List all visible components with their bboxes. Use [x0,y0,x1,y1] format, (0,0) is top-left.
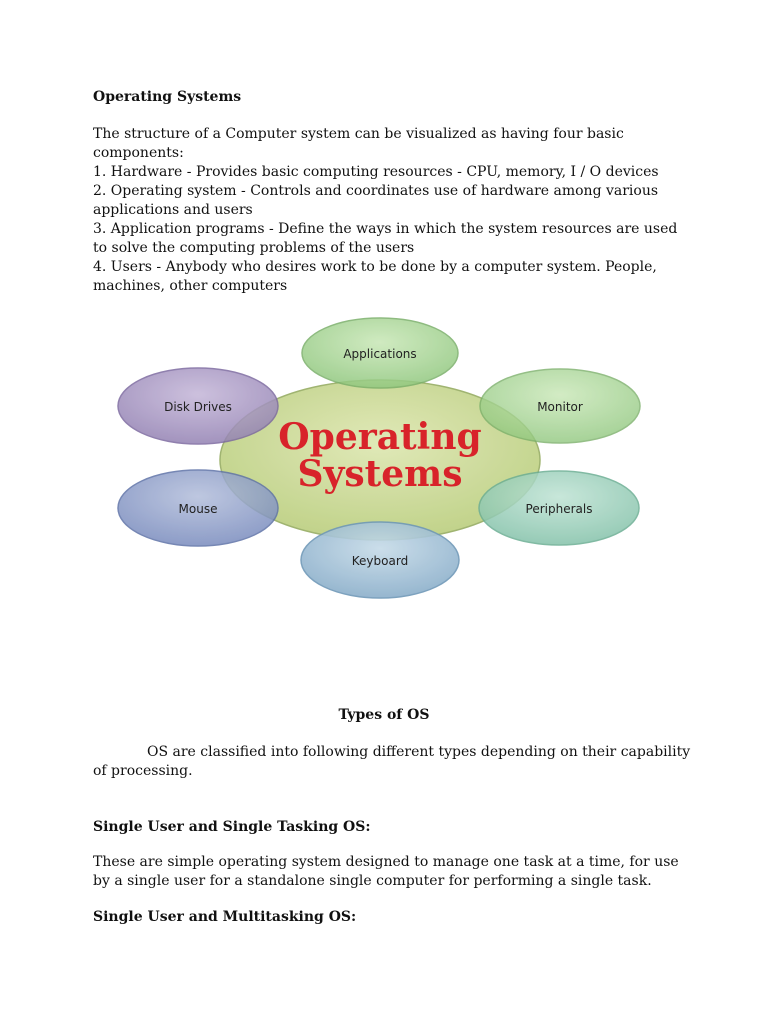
node-label-peripherals: Peripherals [525,502,593,516]
node-peripherals [479,471,639,545]
single-tasking-heading: Single User and Single Tasking OS: [93,819,371,835]
types-intro-paragraph: OS are classified into following different types depending on their capability of processing. [93,744,691,779]
intro-paragraph [93,125,693,296]
intro-line: 4. Users - Anybody who desires work to be done by a computer system. People, machines, other computers [93,259,657,294]
intro-line: The structure of a Computer system can be visualized as having four basic components: [93,126,624,161]
node-label-applications: Applications [343,347,417,361]
intro-line: 1. Hardware - Provides basic computing resources - CPU, memory, I / O devices [93,164,659,180]
node-mouse [118,470,278,546]
os-components-diagram [110,310,650,610]
node-label-mouse: Mouse [178,502,218,516]
single-tasking-paragraph: These are simple operating system designed to manage one task at a time, for use by a single user for a standalone single computer for performing a single task. [93,854,679,889]
node-applications [302,318,458,388]
node-keyboard [301,522,459,598]
intro-line: 3. Application programs - Define the ways in which the system resources are used to solve the computing problems of the users [93,221,678,256]
node-label-keyboard: Keyboard [351,554,409,568]
node-label-monitor: Monitor [537,400,583,414]
types-of-os-title: Types of OS [338,707,430,723]
center-label-line1: Operating [278,416,482,458]
multitasking-heading: Single User and Multitasking OS: [93,909,357,925]
node-label-disk-drives: Disk Drives [164,400,232,414]
intro-line: 2. Operating system - Controls and coordinates use of hardware among various applications and users [93,183,659,218]
node-disk-drives [118,368,278,444]
center-label-line2: Systems [297,453,463,495]
page-heading: Operating Systems [93,89,242,105]
node-monitor [480,369,640,443]
